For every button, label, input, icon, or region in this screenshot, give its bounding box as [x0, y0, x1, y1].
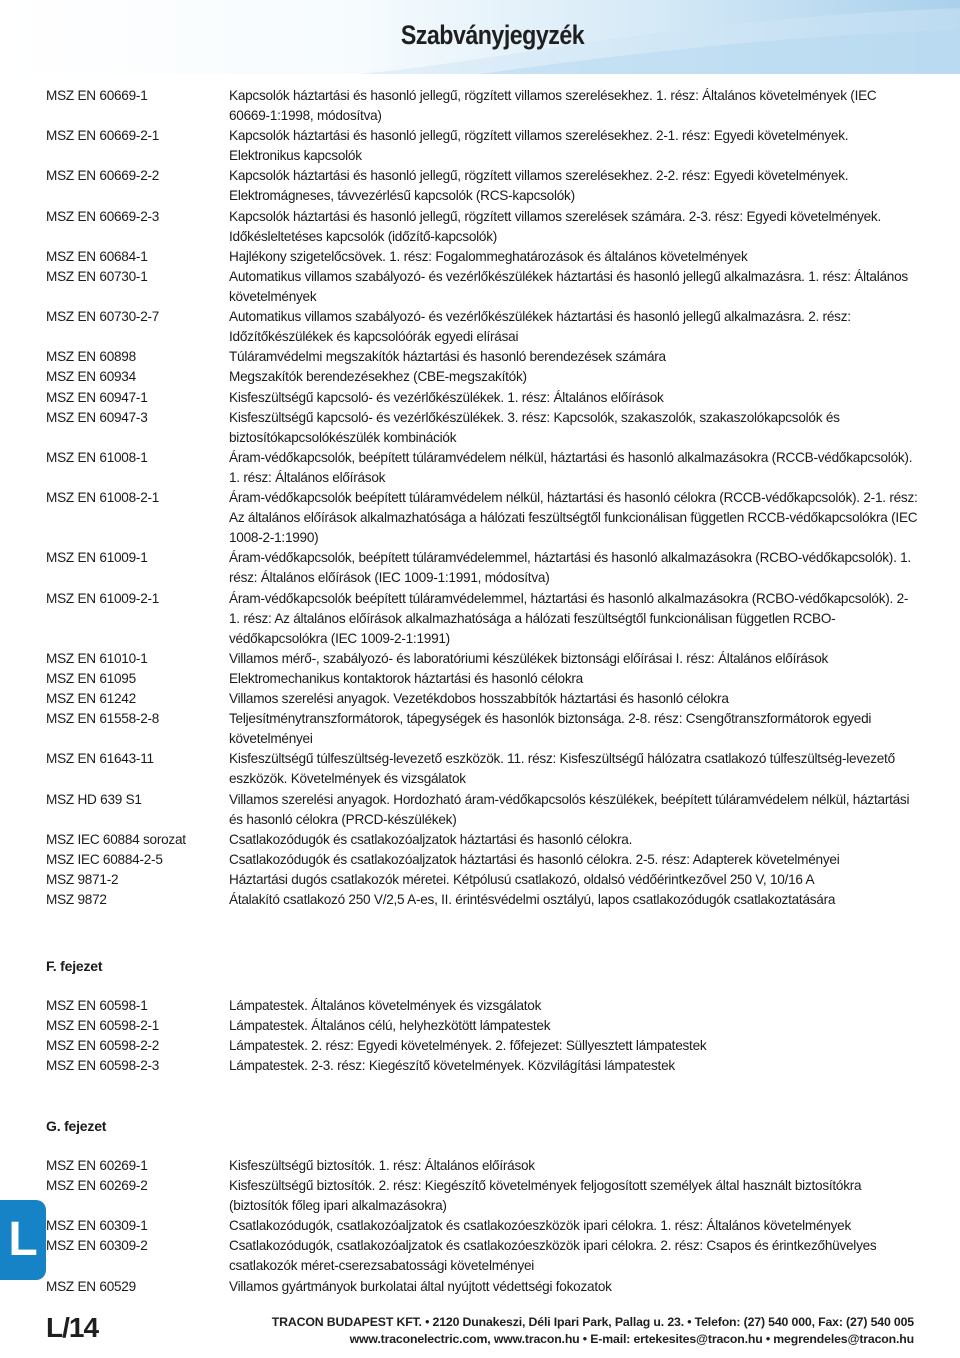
standard-code: MSZ EN 61008-2-1 [46, 490, 160, 505]
standard-description: Villamos gyártmányok burkolatai által nyújtott védettségi fokozatok [229, 1279, 612, 1294]
standard-description: Csatlakozódugók és csatlakozóaljzatok háztartási és hasonló célokra. 2-5. rész: Adapterek követelményei [229, 852, 840, 867]
standard-code: MSZ EN 60684-1 [46, 249, 148, 264]
standard-description: Csatlakozódugók, csatlakozóaljzatok és csatlakozóeszközök ipari célokra. 1. rész: Általános követelmények [229, 1218, 852, 1233]
standard-code: MSZ EN 60669-2-3 [46, 209, 160, 224]
standard-description: Kapcsolók háztartási és hasonló jellegű, rögzített villamos szerelésekhez. 2-2. rész: Egyedi követelmények. Elektromágneses, távvezérlésű kapcsolók (RCS-kapcsolók) [229, 168, 849, 203]
standard-description: Lámpatestek. Általános célú, helyhezkötött lámpatestek [229, 1018, 551, 1033]
standard-description: Kisfeszültségű kapcsoló- és vezérlőkészülékek. 3. rész: Kapcsolók, szakaszolók, szakaszolókapcsolók és biztosítókapcsolókészülék kombinációk [229, 410, 840, 445]
chapter-tab-marker: L [0, 1200, 46, 1280]
standard-code: MSZ EN 60309-2 [46, 1238, 148, 1253]
standard-code: MSZ EN 60947-3 [46, 410, 148, 425]
standard-code: MSZ EN 60947-1 [46, 390, 148, 405]
footer-company-info [272, 1314, 914, 1348]
standard-code: MSZ EN 60669-2-2 [46, 168, 160, 183]
standard-description: Túláramvédelmi megszakítók háztartási és hasonló berendezések számára [229, 349, 666, 364]
standard-description: Kisfeszültségű biztosítók. 2. rész: Kiegészítő követelmények feljogosított személyek által használt biztosítókra (biztosítók főleg ipari alkalmazásokra) [229, 1178, 862, 1213]
standard-code: MSZ EN 60669-2-1 [46, 128, 160, 143]
standard-description: Lámpatestek. Általános követelmények és vizsgálatok [229, 998, 542, 1013]
standard-code: MSZ 9872 [46, 892, 107, 907]
standard-code: MSZ EN 61558-2-8 [46, 711, 160, 726]
standard-description: Áram-védőkapcsolók, beépített túláramvédelemmel, háztartási és hasonló alkalmazásokra (RCBO-védőkapcsolók). 1. rész: Általános előírások (IEC 1009-1:1991, módosítva) [229, 550, 911, 585]
standard-description: Csatlakozódugók, csatlakozóaljzatok és csatlakozóeszközök ipari célokra. 2. rész: Csapos és érintkezőhüvelyes csatlakozók méret-cserezsabatossági követelményei [229, 1238, 877, 1273]
standard-code: MSZ EN 60598-2-1 [46, 1018, 160, 1033]
footer-contact-line: www.traconelectric.com, www.tracon.hu • E-mail: ertekesites@tracon.hu • megrendeles@tracon.hu [349, 1332, 914, 1346]
standard-description: Kisfeszültségű biztosítók. 1. rész: Általános előírások [229, 1158, 535, 1173]
standard-code: MSZ IEC 60884 sorozat [46, 832, 186, 847]
standard-description: Áram-védőkapcsolók beépített túláramvédelem nélkül, háztartási és hasonló célokra (RCCB-védőkapcsolók). 2-1. rész: Az általános előírások alkalmazhatósága a hálózati feszültségtől funkcionálisan független RCCB-védőkapcsolókra (IEC 1008-2-1:1990) [229, 490, 918, 545]
standard-code: MSZ EN 61095 [46, 671, 136, 686]
standard-description: Kisfeszültségű kapcsoló- és vezérlőkészülékek. 1. rész: Általános előírások [229, 390, 664, 405]
standard-description: Háztartási dugós csatlakozók méretei. Kétpólusú csatlakozó, oldalsó védőérintkezővel 250 V, 10/16 A [229, 872, 815, 887]
standard-description: Hajlékony szigetelőcsövek. 1. rész: Fogalommeghatározások és általános követelmények [229, 249, 748, 264]
standard-code: MSZ EN 60598-2-3 [46, 1058, 160, 1073]
standard-description: Automatikus villamos szabályozó- és vezérlőkészülékek háztartási és hasonló jellegű alkalmazásra. 1. rész: Általános követelmények [229, 269, 908, 304]
standard-description: Átalakító csatlakozó 250 V/2,5 A-es, II. érintésvédelmi osztályú, lapos csatlakozódugók csatlakoztatására [229, 892, 836, 907]
standard-code: MSZ EN 60898 [46, 349, 136, 364]
standard-description: Lámpatestek. 2. rész: Egyedi követelmények. 2. főfejezet: Süllyesztett lámpatestek [229, 1038, 707, 1053]
standard-description: Kapcsolók háztartási és hasonló jellegű, rögzített villamos szerelések számára. 2-3. rész: Egyedi követelmények. Időkésleltetéses kapcsolók (időzítő-kapcsolók) [229, 209, 882, 244]
page-number: L/14 [46, 1312, 99, 1343]
standard-code: MSZ EN 60934 [46, 369, 136, 384]
standard-description: Megszakítók berendezésekhez (CBE-megszakítók) [229, 369, 527, 384]
standard-code: MSZ EN 61008-1 [46, 450, 148, 465]
standard-code: MSZ EN 61009-1 [46, 550, 148, 565]
standard-code: MSZ EN 61010-1 [46, 651, 148, 666]
standard-description: Kapcsolók háztartási és hasonló jellegű, rögzített villamos szerelésekhez. 2-1. rész: Egyedi követelmények. Elektronikus kapcsolók [229, 128, 849, 163]
standard-description: Csatlakozódugók és csatlakozóaljzatok háztartási és hasonló célokra. [229, 832, 633, 847]
standard-code: MSZ EN 60730-1 [46, 269, 148, 284]
standard-code: MSZ IEC 60884-2-5 [46, 852, 163, 867]
standard-code: MSZ EN 60309-1 [46, 1218, 148, 1233]
standard-code: MSZ HD 639 S1 [46, 792, 142, 807]
standard-description: Elektromechanikus kontaktorok háztartási és hasonló célokra [229, 671, 583, 686]
standard-description: Áram-védőkapcsolók beépített túláramvédelemmel, háztartási és hasonló alkalmazásokra (RCBO-védőkapcsolók). 2-1. rész: Az általános előírások alkalmazhatósága a hálózati feszültségtől funkcionálisan független RCBO-védőkapcsolókra (IEC 1009-2-1:1991) [229, 591, 909, 646]
standard-code: MSZ EN 60529 [46, 1279, 136, 1294]
standard-code: MSZ EN 60598-1 [46, 998, 148, 1013]
section-heading: F. fejezet [46, 958, 103, 974]
standard-description: Kapcsolók háztartási és hasonló jellegű, rögzített villamos szerelésekhez. 1. rész: Általános követelmények (IEC 60669-1:1998, módosítva) [229, 88, 877, 123]
section-heading: G. fejezet [46, 1118, 107, 1134]
standard-description: Teljesítménytranszformátorok, tápegységek és hasonlók biztonsága. 2-8. rész: Csengőtranszformátorok egyedi követelményei [229, 711, 872, 746]
page-title: Szabványjegyzék [400, 20, 584, 50]
standard-description: Áram-védőkapcsolók, beépített túláramvédelem nélkül, háztartási és hasonló alkalmazásokra (RCCB-védőkapcsolók). 1. rész: Általános előírások [229, 450, 913, 485]
standard-description: Lámpatestek. 2-3. rész: Kiegészítő követelmények. Közvilágítási lámpatestek [229, 1058, 675, 1073]
standard-description: Automatikus villamos szabályozó- és vezérlőkészülékek háztartási és hasonló jellegű alkalmazásra. 2. rész: Időzítőkészülékek és kapcsolóórák egyedi elírásai [229, 309, 851, 344]
standard-code: MSZ EN 61643-11 [46, 751, 154, 766]
standard-description: Villamos szerelési anyagok. Vezetékdobos hosszabbítók háztartási és hasonló célokra [229, 691, 729, 706]
standard-code: MSZ EN 60669-1 [46, 88, 148, 103]
standard-code: MSZ 9871-2 [46, 872, 119, 887]
standard-code: MSZ EN 60730-2-7 [46, 309, 160, 324]
standard-description: Kisfeszültségű túlfeszültség-levezető eszközök. 11. rész: Kisfeszültségű hálózatra csatlakozó túlfeszültség-levezető eszközök. Követelmények és vizsgálatok [229, 751, 895, 786]
standard-code: MSZ EN 61242 [46, 691, 136, 706]
standard-code: MSZ EN 61009-2-1 [46, 591, 160, 606]
standard-code: MSZ EN 60598-2-2 [46, 1038, 160, 1053]
standard-description: Villamos mérő-, szabályozó- és laboratóriumi készülékek biztonsági előírásai I. rész: Általános előírások [229, 651, 829, 666]
standard-code: MSZ EN 60269-1 [46, 1158, 148, 1173]
footer-address-line: TRACON BUDAPEST KFT. • 2120 Dunakeszi, Déli Ipari Park, Pallag u. 23. • Telefon: (27) 540 000, Fax: (27) 540 005 [271, 1315, 914, 1329]
standard-description: Villamos szerelési anyagok. Hordozható áram-védőkapcsolós készülékek, beépített túláramvédelem nélkül, háztartási és hasonló célokra (PRCD-készülékek) [229, 792, 910, 827]
standard-code: MSZ EN 60269-2 [46, 1178, 148, 1193]
